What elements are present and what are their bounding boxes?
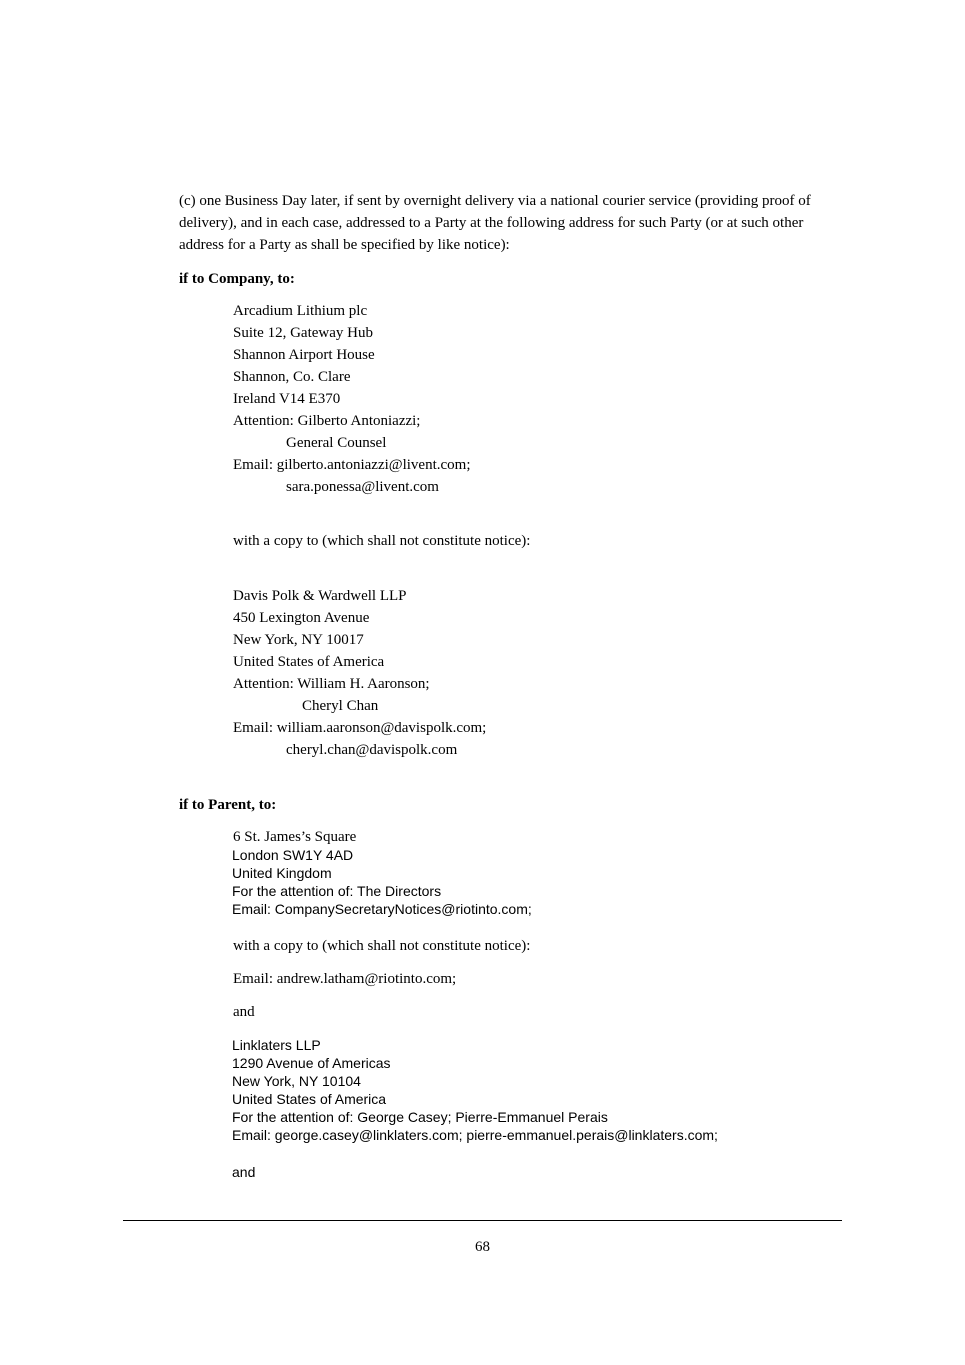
copy-email-continued: cheryl.chan@davispolk.com xyxy=(286,742,458,758)
company-address-line: Shannon Airport House xyxy=(233,347,375,363)
linklaters-attention: For the attention of: George Casey; Pierre-Emmanuel Perais xyxy=(232,1109,608,1125)
copy-attention-continued: Cheryl Chan xyxy=(302,698,379,714)
company-copy-note: with a copy to (which shall not constitute notice): xyxy=(233,533,531,549)
intro-paragraph: (c) one Business Day later, if sent by overnight delivery via a national courier service (providing proof of delivery), and in each case, addressed to a Party at the following address for such Party (or at such other address for a Party as shall be specified by like notice): xyxy=(179,193,811,253)
copy-email: Email: william.aaronson@davispolk.com; xyxy=(233,720,487,736)
and-connector: and xyxy=(233,1004,255,1020)
parent-address-line: London SW1Y 4AD xyxy=(232,847,354,863)
company-attention: Attention: Gilberto Antoniazzi; xyxy=(233,413,421,429)
company-address-line: Arcadium Lithium plc xyxy=(233,303,368,319)
company-email-continued: sara.ponessa@livent.com xyxy=(286,479,439,495)
company-email: Email: gilberto.antoniazzi@livent.com; xyxy=(233,457,471,473)
company-copy-address xyxy=(233,585,486,761)
parent-heading: if to Parent, to: xyxy=(179,797,277,813)
company-address-line: Shannon, Co. Clare xyxy=(233,369,351,385)
footer-divider xyxy=(123,1220,842,1221)
linklaters-email: Email: george.casey@linklaters.com; pierre-emmanuel.perais@linklaters.com; xyxy=(232,1127,718,1143)
parent-address-line: United Kingdom xyxy=(232,865,332,881)
copy-attention: Attention: William H. Aaronson; xyxy=(233,676,430,692)
company-attention-continued: General Counsel xyxy=(286,435,387,451)
copy-address-line: 450 Lexington Avenue xyxy=(233,610,370,626)
parent-first-line: 6 St. James’s Square xyxy=(233,829,357,845)
and-connector-final: and xyxy=(232,1164,256,1180)
company-address-line: Ireland V14 E370 xyxy=(233,391,341,407)
parent-copy-email: Email: andrew.latham@riotinto.com; xyxy=(233,971,457,987)
page-number: 68 xyxy=(475,1239,490,1255)
parent-attention: For the attention of: The Directors xyxy=(232,883,442,899)
linklaters-address-line: Linklaters LLP xyxy=(232,1037,321,1053)
parent-email: Email: CompanySecretaryNotices@riotinto.com; xyxy=(232,901,532,917)
company-address-line: Suite 12, Gateway Hub xyxy=(233,325,373,341)
company-heading: if to Company, to: xyxy=(179,271,295,287)
copy-address-line: United States of America xyxy=(233,654,385,670)
linklaters-address xyxy=(232,1036,718,1144)
company-address xyxy=(233,300,471,498)
parent-address xyxy=(232,846,532,918)
copy-address-line: New York, NY 10017 xyxy=(233,632,364,648)
copy-address-line: Davis Polk & Wardwell LLP xyxy=(233,588,407,604)
linklaters-address-line: 1290 Avenue of Americas xyxy=(232,1055,391,1071)
linklaters-address-line: United States of America xyxy=(232,1091,387,1107)
parent-copy-note: with a copy to (which shall not constitute notice): xyxy=(233,938,531,954)
linklaters-address-line: New York, NY 10104 xyxy=(232,1073,361,1089)
